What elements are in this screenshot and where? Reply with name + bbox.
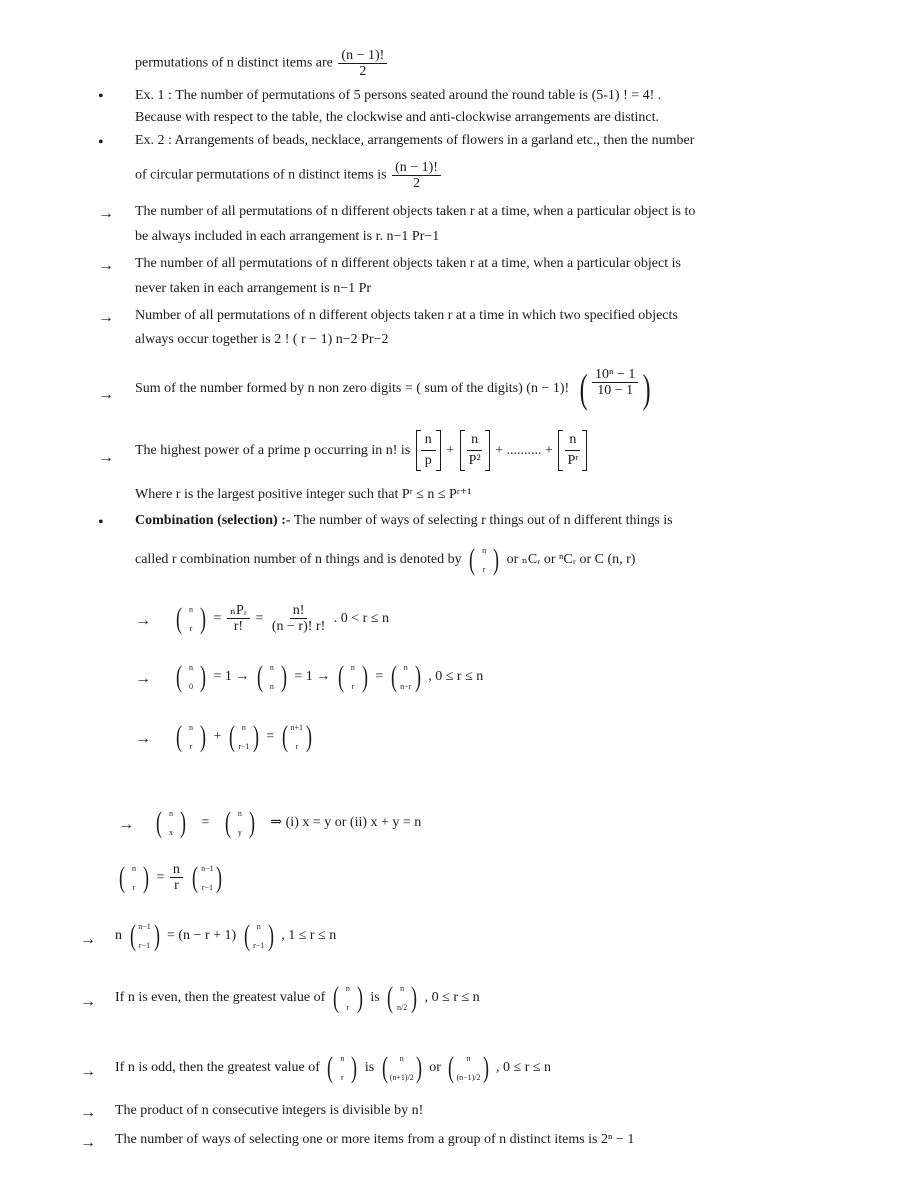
text-line — [135, 48, 389, 79]
text-segment: or ₙCᵣ or ⁿCᵣ or C (n, r) — [506, 552, 636, 567]
text-segment: The highest power of a prime p occurring in n! is — [135, 443, 411, 458]
operator: + — [446, 443, 455, 458]
arrow-marker: → — [98, 386, 114, 403]
text-line — [135, 331, 388, 349]
arrow-marker: → — [98, 309, 114, 326]
binomial: ( n r ) — [327, 1050, 358, 1084]
arrow-marker: → — [80, 993, 96, 1010]
text-line — [135, 280, 371, 298]
text-line — [135, 486, 471, 504]
arrow-marker: → — [80, 931, 96, 948]
text-line — [135, 228, 439, 246]
text-line: Ex. 2 : Arrangements of beads, necklace, arrangements of flowers in a garland etc., then the number — [135, 133, 695, 148]
binomial: ( n r ) — [176, 601, 206, 635]
text-line — [135, 512, 673, 530]
formula: 2ⁿ − 1 — [601, 1132, 635, 1147]
term-denominator: P² — [468, 453, 481, 469]
text-segment: always occur together is — [135, 332, 271, 347]
text-segment: permutations of n distinct items are — [135, 55, 333, 71]
text-line — [135, 160, 443, 191]
binomial: ( n (n+1)/2 ) — [381, 1050, 422, 1084]
arrow-marker: → — [80, 1063, 96, 1080]
term-numerator: n — [565, 430, 580, 451]
binomial: ( n (n−1)/2 ) — [448, 1050, 489, 1084]
binomial: ( n 0 ) — [176, 659, 206, 693]
formula-line: ( n r ) = $\frac{n}{r}$ ( n−1 r−1 ) — [119, 860, 223, 894]
text-segment: If n is even, then the greatest value of — [115, 990, 326, 1005]
term-numerator: n — [421, 430, 436, 451]
arrow-marker: → — [98, 257, 114, 274]
binomial: ( n x ) — [156, 805, 186, 839]
arrow-marker: → — [98, 449, 114, 466]
arrow-marker: → — [80, 1134, 96, 1151]
text-line — [135, 540, 635, 580]
floor-term — [460, 430, 490, 471]
text-line — [135, 366, 658, 412]
text-segment: The number of ways of selecting one or more items from a group of n distinct items is — [115, 1132, 598, 1147]
fraction-denominator: 2 — [359, 64, 367, 79]
text-line: If n is odd, then the greatest value of ( n r ) is ( n (n+1)/2 ) or ( n (n−1)/2 ) , 0 ≤ r ≤ n — [115, 1050, 552, 1084]
formula-line: n ( n−1 r−1 ) = (n − r + 1) ( n r−1 ) , 1 ≤ r ≤ n — [115, 918, 337, 952]
term-numerator: n — [467, 430, 482, 451]
section-heading: Combination (selection) :- — [135, 513, 291, 528]
fraction: $\frac{n}{r}$ — [170, 862, 183, 893]
formula: Pʳ ≤ n ≤ Pʳ⁺¹ — [401, 487, 472, 502]
text-segment: Sum of the number formed by n non zero digits = ( sum of the digits) — [135, 381, 523, 396]
text-line: Number of all permutations of n different objects taken r at a time in which two specified objects — [135, 308, 678, 323]
text-line: The number of all permutations of n different objects taken r at a time, when a particular object is — [135, 256, 681, 271]
text-segment: The number of ways of selecting r things out of n different things is — [293, 513, 673, 528]
binomial: ( n−1 r−1 ) — [192, 860, 223, 894]
text-segment: be always included in each arrangement is r. — [135, 229, 384, 244]
fraction: $\frac{\text{ₙPᵣ}}{r!}$ — [227, 603, 250, 634]
parenthesized-fraction — [575, 367, 656, 411]
text-line: The product of n consecutive integers is divisible by n! — [115, 1103, 424, 1118]
fraction — [592, 367, 638, 411]
fraction — [392, 160, 441, 191]
text-line: If n is even, then the greatest value of ( n r ) is ( n n/2 ) , 0 ≤ r ≤ n — [115, 980, 480, 1014]
binomial: ( n+1 r ) — [281, 719, 312, 753]
formula-line: ( n 0 ) = 1 → ( n n ) = 1 → ( n r ) = ( n n−r ) , 0 ≤ r ≤ n — [176, 659, 484, 693]
fraction-denominator: 2 — [413, 176, 420, 191]
formula-line: ( n r ) + ( n r−1 ) = ( n+1 r ) — [176, 719, 312, 753]
bullet-marker: • — [98, 514, 104, 531]
binomial: ( n r ) — [332, 980, 363, 1014]
text-line — [115, 1131, 634, 1149]
text-line: The number of all permutations of n different objects taken r at a time, when a particular object is to — [135, 204, 696, 219]
text-segment: called r combination number of n things and is denoted by — [135, 552, 462, 567]
paren-group: ( $\frac{\text{10ⁿ − 1}}{10 - 1}$ ) — [579, 365, 651, 411]
text-segment: Where r is the largest positive integer such that — [135, 487, 399, 502]
fraction-denominator: 10 − 1 — [597, 382, 634, 398]
arrow-marker: → — [135, 612, 151, 629]
formula: (n − 1)! — [526, 381, 570, 396]
binomial: ( n r−1 ) — [243, 918, 274, 952]
binomial: ( n n/2 ) — [387, 980, 418, 1014]
binomial: ( n r ) — [337, 659, 368, 693]
fraction-numerator: (n − 1)! — [338, 48, 387, 64]
formula: n−1 Pr — [333, 281, 372, 296]
text-line: Because with respect to the table, the clockwise and anti-clockwise arrangements are distinct. — [135, 110, 660, 125]
bullet-marker: • — [98, 134, 104, 151]
arrow-marker: → — [135, 670, 151, 687]
binomial: ( n r ) — [469, 542, 500, 576]
arrow-marker: → — [80, 1104, 96, 1121]
floor-term — [416, 430, 441, 471]
formula: 2 ! ( r − 1) n−2 Pr−2 — [274, 332, 389, 347]
binomial: ( n r ) — [119, 860, 149, 894]
binomial: ( n n−r ) — [390, 659, 421, 693]
text-segment: never taken in each arrangement is — [135, 281, 330, 296]
fraction-numerator: (n − 1)! — [392, 160, 441, 176]
text-line: Ex. 1 : The number of permutations of 5 persons seated around the round table is (5-1) ! = 4! . — [135, 88, 662, 103]
term-denominator: p — [424, 453, 432, 469]
arrow-marker: → — [118, 816, 134, 833]
binomial: ( n n ) — [256, 659, 287, 693]
binomial: ( n−1 r−1 ) — [129, 918, 160, 952]
fraction — [338, 48, 387, 79]
term-denominator: Pʳ — [567, 453, 579, 469]
formula-line: ( n r ) = $\frac{\text{ₙPᵣ}}{r!}$ = $\frac{n!}{(n - r)! r!}$ . 0 < r ≤ n — [176, 601, 389, 635]
binomial: ( n y ) — [224, 805, 255, 839]
binomial: ( n r−1 ) — [228, 719, 259, 753]
text-segment: If n is odd, then the greatest value of — [115, 1060, 320, 1075]
floor-term — [558, 430, 587, 471]
formula: n−1 Pr−1 — [386, 229, 440, 244]
fraction: $\frac{n!}{(n - r)! r!}$ — [271, 603, 326, 635]
arrow-marker: → — [98, 205, 114, 222]
formula-line: ( n x ) = ( n y ) ⇒ (i) x = y or (ii) x + y = n — [156, 805, 422, 839]
text-segment: of circular permutations of n distinct items is — [135, 167, 387, 183]
arrow-marker: → — [135, 730, 151, 747]
bullet-marker: • — [98, 88, 104, 105]
fraction-numerator: 10ⁿ − 1 — [592, 367, 638, 383]
binomial: ( n r ) — [176, 719, 206, 753]
text-line — [135, 428, 589, 474]
operator: + .......... + — [495, 443, 553, 458]
